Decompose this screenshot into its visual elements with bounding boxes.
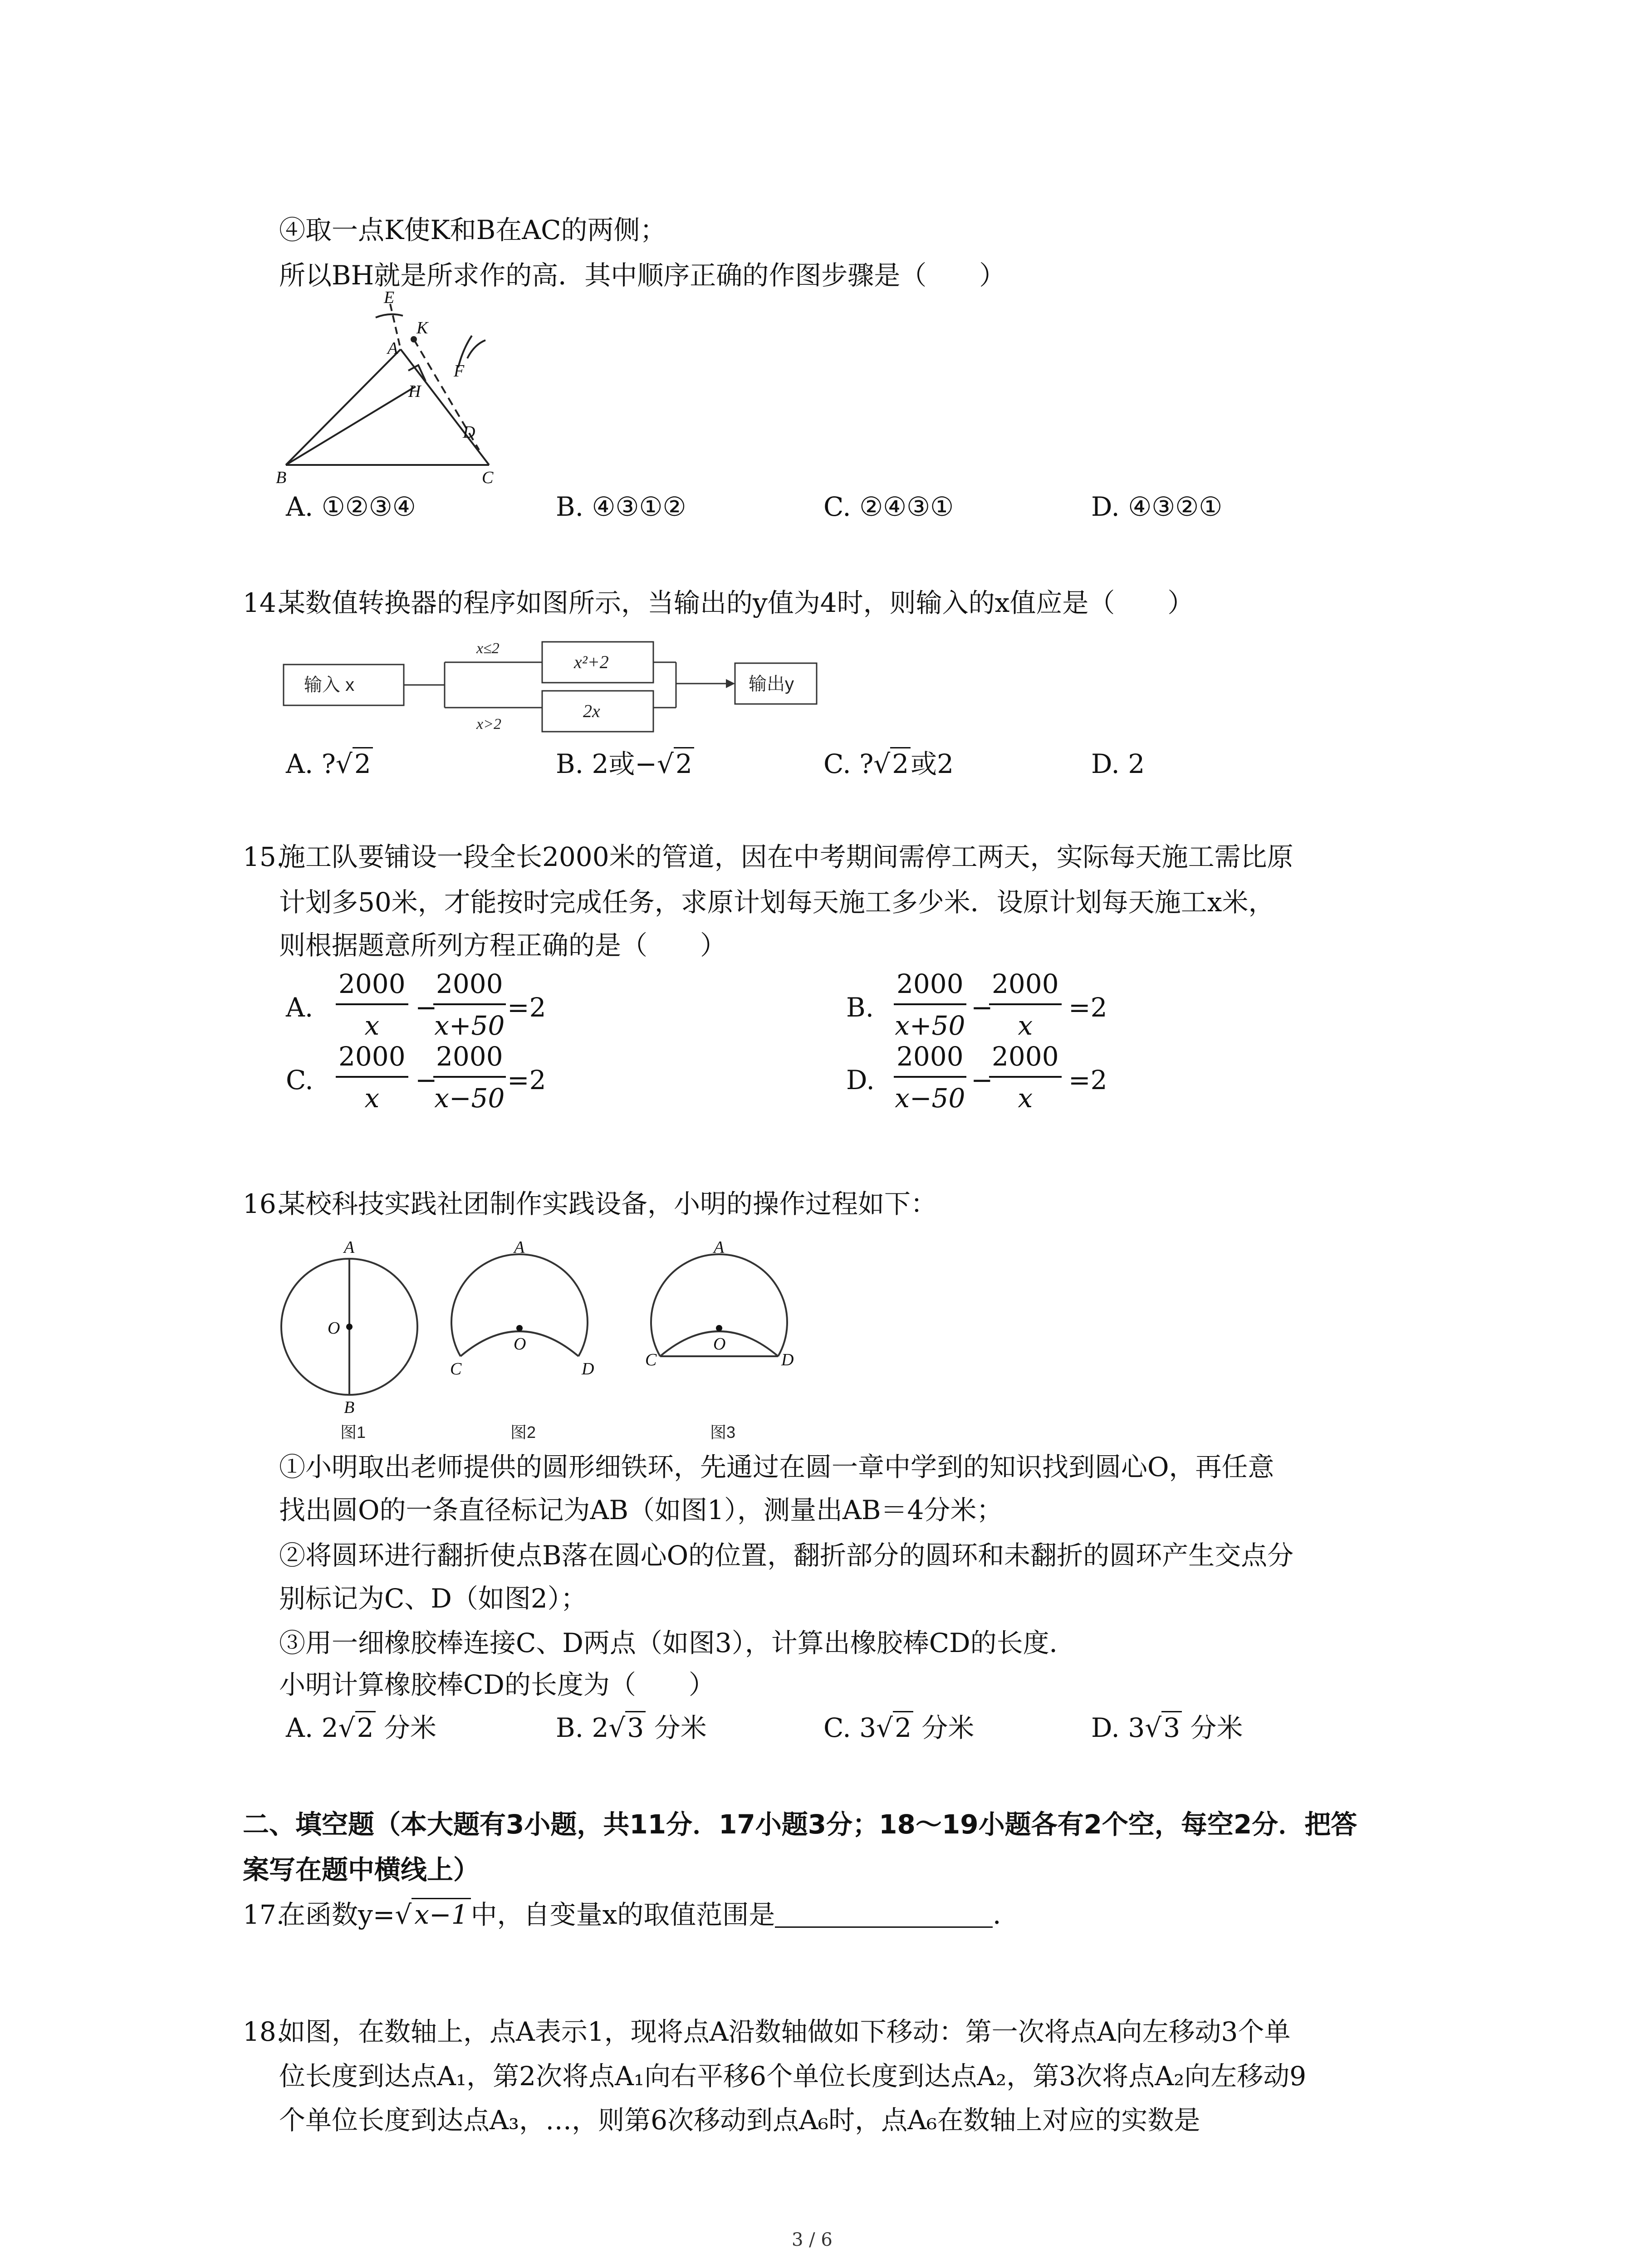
q15-line3: 则根据题意所列方程正确的是（ ）	[279, 930, 727, 961]
q16-fig1-label-b: B	[344, 1398, 355, 1417]
q16-fig1-label-o: O	[328, 1319, 340, 1338]
q13-label-a: A	[387, 339, 398, 358]
q16-number: 16.	[243, 1188, 285, 1219]
q13-option-b: B. ④③①②	[556, 491, 686, 522]
q17-number: 17.	[243, 1899, 285, 1930]
q15-option-a-frac1: $\frac{2000}{x}$	[336, 971, 408, 1039]
q16-fig3-label-c: C	[645, 1350, 657, 1369]
q16-fig3-label-o: O	[713, 1334, 726, 1354]
q14-output-box-label: 输出y	[749, 674, 794, 694]
q13-label-e: E	[384, 290, 395, 307]
q15-line1: 施工队要铺设一段全长2000米的管道，因在中考期间需停工两天，实际每天施工需比原	[279, 841, 1293, 872]
q14-option-a: A. ?√2	[286, 751, 373, 777]
sqrt-icon: √	[395, 1899, 412, 1930]
q14-cond-bottom: x>2	[476, 716, 502, 733]
q15-option-b-rhs: =2	[1068, 992, 1107, 1023]
q15-option-d-frac2: $\frac{2000}{x}$	[989, 1043, 1062, 1111]
section2-heading-line2: 案写在题中横线上）	[243, 1854, 480, 1885]
q15-option-d-minus: −	[971, 1065, 993, 1095]
q15-option-d-frac1: $\frac{2000}{x-50}$	[894, 1043, 966, 1111]
q14-cond-top: x≤2	[476, 640, 500, 657]
q14-option-b: B. 2或−√2	[556, 751, 694, 777]
q16-question: 小明计算橡胶棒CD的长度为（ ）	[279, 1669, 715, 1700]
q17-answer-blank[interactable]	[775, 1904, 993, 1928]
q15-line2: 计划多50米，才能按时完成任务，求原计划每天施工多少米．设原计划每天施工x米，	[279, 887, 1275, 918]
q15-option-a-frac2: $\frac{2000}{x+50}$	[433, 971, 506, 1039]
q16-step1-b: 找出圆O的一条直径标记为AB（如图1），测量出AB＝4分米；	[279, 1495, 1003, 1525]
q17-content: 在函数y=√ x−1 中，自变量x的取值范围是 ．	[279, 1901, 1019, 1928]
q18-line1: 如图，在数轴上，点A表示1，现将点A沿数轴做如下移动：第一次将点A向左移动3个单	[279, 2016, 1291, 2047]
q15-option-b-frac2: $\frac{2000}{x}$	[989, 971, 1062, 1039]
q13-figure	[272, 290, 526, 490]
q13-label-f: F	[454, 362, 465, 381]
q13-stem-end: 所以BH就是所求作的高．其中顺序正确的作图步骤是（ ）	[279, 260, 1006, 291]
q16-option-d: D. 3√3 分米	[1091, 1715, 1243, 1741]
sqrt-icon: √	[876, 1712, 893, 1743]
q15-option-c-frac1: $\frac{2000}{x}$	[336, 1043, 408, 1111]
q16-step2-b: 别标记为C、D（如图2）；	[279, 1583, 587, 1614]
q16-option-b: B. 2√3 分米	[556, 1715, 707, 1741]
q16-fig2-label-c: C	[450, 1359, 462, 1378]
q15-option-d-rhs: =2	[1068, 1065, 1107, 1095]
sqrt-icon: √	[1145, 1712, 1162, 1743]
q13-option-d: D. ④③②①	[1091, 491, 1223, 522]
q14-flowchart	[277, 628, 826, 742]
q15-option-b-minus: −	[971, 992, 993, 1023]
q15-option-a-minus: −	[415, 992, 437, 1023]
q18-line2: 位长度到达点A₁，第2次将点A₁向右平移6个单位长度到达点A₂，第3次将点A₂向左移动9	[279, 2061, 1307, 2092]
sqrt-icon: √	[608, 1712, 626, 1743]
q15-option-b-letter: B.	[846, 992, 874, 1023]
q14-number: 14.	[243, 587, 285, 618]
q15-option-c-frac2: $\frac{2000}{x-50}$	[433, 1043, 506, 1111]
q16-fig2-label-d: D	[582, 1359, 594, 1378]
q16-fig3-caption: 图3	[710, 1423, 736, 1442]
q15-option-a-letter: A.	[286, 992, 314, 1023]
q16-step3: ③用一细橡胶棒连接C、D两点（如图3），计算出橡胶棒CD的长度．	[279, 1628, 1076, 1658]
q16-stem: 某校科技实践社团制作实践设备，小明的操作过程如下：	[279, 1188, 937, 1219]
q15-option-d-letter: D.	[846, 1065, 875, 1095]
q13-option-a: A. ①②③④	[286, 491, 416, 522]
q16-fig1-label-a: A	[344, 1238, 355, 1257]
q13-label-b: B	[276, 468, 287, 487]
sqrt-icon: √	[873, 748, 891, 779]
q14-box-bottom: 2x	[583, 701, 600, 721]
q15-option-c-minus: −	[415, 1065, 437, 1095]
q13-step4: ④取一点K使K和B在AC的两侧；	[279, 215, 666, 245]
q18-number: 18.	[243, 2016, 285, 2047]
q16-fig2-label-o: O	[514, 1334, 526, 1354]
q16-fig1-caption: 图1	[340, 1423, 366, 1442]
sqrt-icon: √	[335, 748, 353, 779]
q16-step1-a: ①小明取出老师提供的圆形细铁环，先通过在圆一章中学到的知识找到圆心O，再任意	[279, 1452, 1274, 1482]
q16-option-c: C. 3√2 分米	[823, 1715, 974, 1741]
sqrt-icon: √	[338, 1712, 355, 1743]
q15-option-b-frac1: $\frac{2000}{x+50}$	[894, 971, 966, 1039]
q16-fig2-caption: 图2	[510, 1423, 536, 1442]
q15-option-c-letter: C.	[286, 1065, 314, 1095]
q15-option-a-rhs: =2	[507, 992, 546, 1023]
page-number: 3 / 6	[792, 2229, 833, 2250]
q16-option-a: A. 2√2 分米	[286, 1715, 436, 1741]
sqrt-icon: √	[657, 748, 674, 779]
q16-figures	[272, 1225, 817, 1442]
q16-fig2-label-a: A	[514, 1238, 525, 1257]
q13-label-h: H	[408, 382, 421, 401]
q13-option-c: C. ②④③①	[823, 491, 954, 522]
q14-box-top: x²+2	[574, 652, 609, 672]
q13-label-d: D	[463, 423, 475, 442]
q13-label-c: C	[482, 468, 494, 487]
q14-input-box-label: 输入 x	[304, 675, 355, 695]
section2-heading-line1: 二、填空题（本大题有3小题，共11分．17小题3分；18～19小题各有2个空，每空2分．把答	[243, 1809, 1357, 1840]
q14-option-d: D. 2	[1091, 748, 1145, 779]
q14-stem: 某数值转换器的程序如图所示，当输出的y值为4时，则输入的x值应是（ ）	[279, 587, 1194, 618]
q14-option-c: C. ?√2或2	[823, 751, 954, 777]
q16-fig3-label-a: A	[714, 1238, 725, 1257]
q15-option-c-rhs: =2	[507, 1065, 546, 1095]
q16-fig3-label-d: D	[781, 1350, 794, 1369]
q13-label-k: K	[416, 318, 428, 337]
q18-line3: 个单位长度到达点A₃，…，则第6次移动到点A₆时，点A₆在数轴上对应的实数是	[279, 2105, 1200, 2136]
q15-number: 15.	[243, 841, 285, 872]
q16-step2-a: ②将圆环进行翻折使点B落在圆心O的位置，翻折部分的圆环和未翻折的圆环产生交点分	[279, 1540, 1294, 1571]
